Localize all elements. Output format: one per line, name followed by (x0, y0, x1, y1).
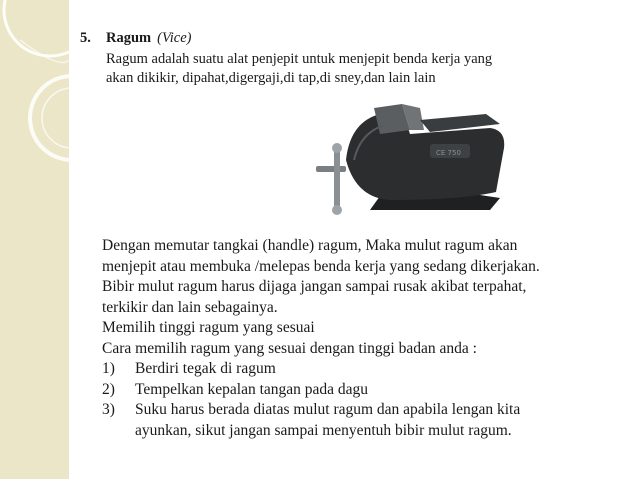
body-text (102, 236, 627, 441)
list-item (102, 400, 627, 421)
list-marker: 2) (102, 380, 115, 398)
section-number: 5. (80, 30, 91, 46)
section-title: Ragum (106, 30, 152, 46)
list-marker: 3) (102, 401, 115, 418)
paragraph-line: Bibir mulut ragum harus dijaga jangan sampai rusak akibat terpahat, (102, 278, 527, 295)
paragraph-line: menjepit atau membuka /melepas benda kerja yang sedang dikerjakan. (102, 257, 540, 275)
bench-vice-photo (310, 100, 510, 220)
list-text: Suku harus berada diatas mulut ragum dan apabila lengan kita (135, 401, 521, 418)
list-item (102, 380, 627, 401)
list-continuation: ayunkan, sikut jangan sampai menyentuh bibir mulut ragum. (135, 421, 512, 439)
intro-text (106, 50, 626, 88)
paragraph-line: Cara memilih ragum yang sesuai dengan tinggi badan anda : (102, 339, 477, 357)
decorative-rings (0, 0, 69, 479)
paragraph-line: Memilih tinggi ragum yang sesuai (102, 319, 315, 336)
paragraph-line: terkikir dan lain sebagainya. (102, 298, 278, 316)
section-subtitle: (Vice) (157, 30, 192, 46)
intro-line: akan dikikir, dipahat,digergaji,di tap,di sney,dan lain lain (106, 70, 436, 86)
slide-content (75, 0, 635, 479)
intro-line: Ragum adalah suatu alat penjepit untuk menjepit benda kerja yang (106, 51, 493, 67)
list-text: Berdiri tegak di ragum (135, 360, 276, 377)
decorative-sidebar (0, 0, 69, 479)
list-text: Tempelkan kepalan tangan pada dagu (135, 380, 369, 398)
section-heading (80, 30, 191, 47)
list-marker: 1) (102, 360, 115, 377)
list-item (102, 359, 627, 380)
svg-text:CE 750: CE 750 (436, 149, 461, 157)
paragraph-line: Dengan memutar tangkai (handle) ragum, Maka mulut ragum akan (102, 237, 518, 254)
